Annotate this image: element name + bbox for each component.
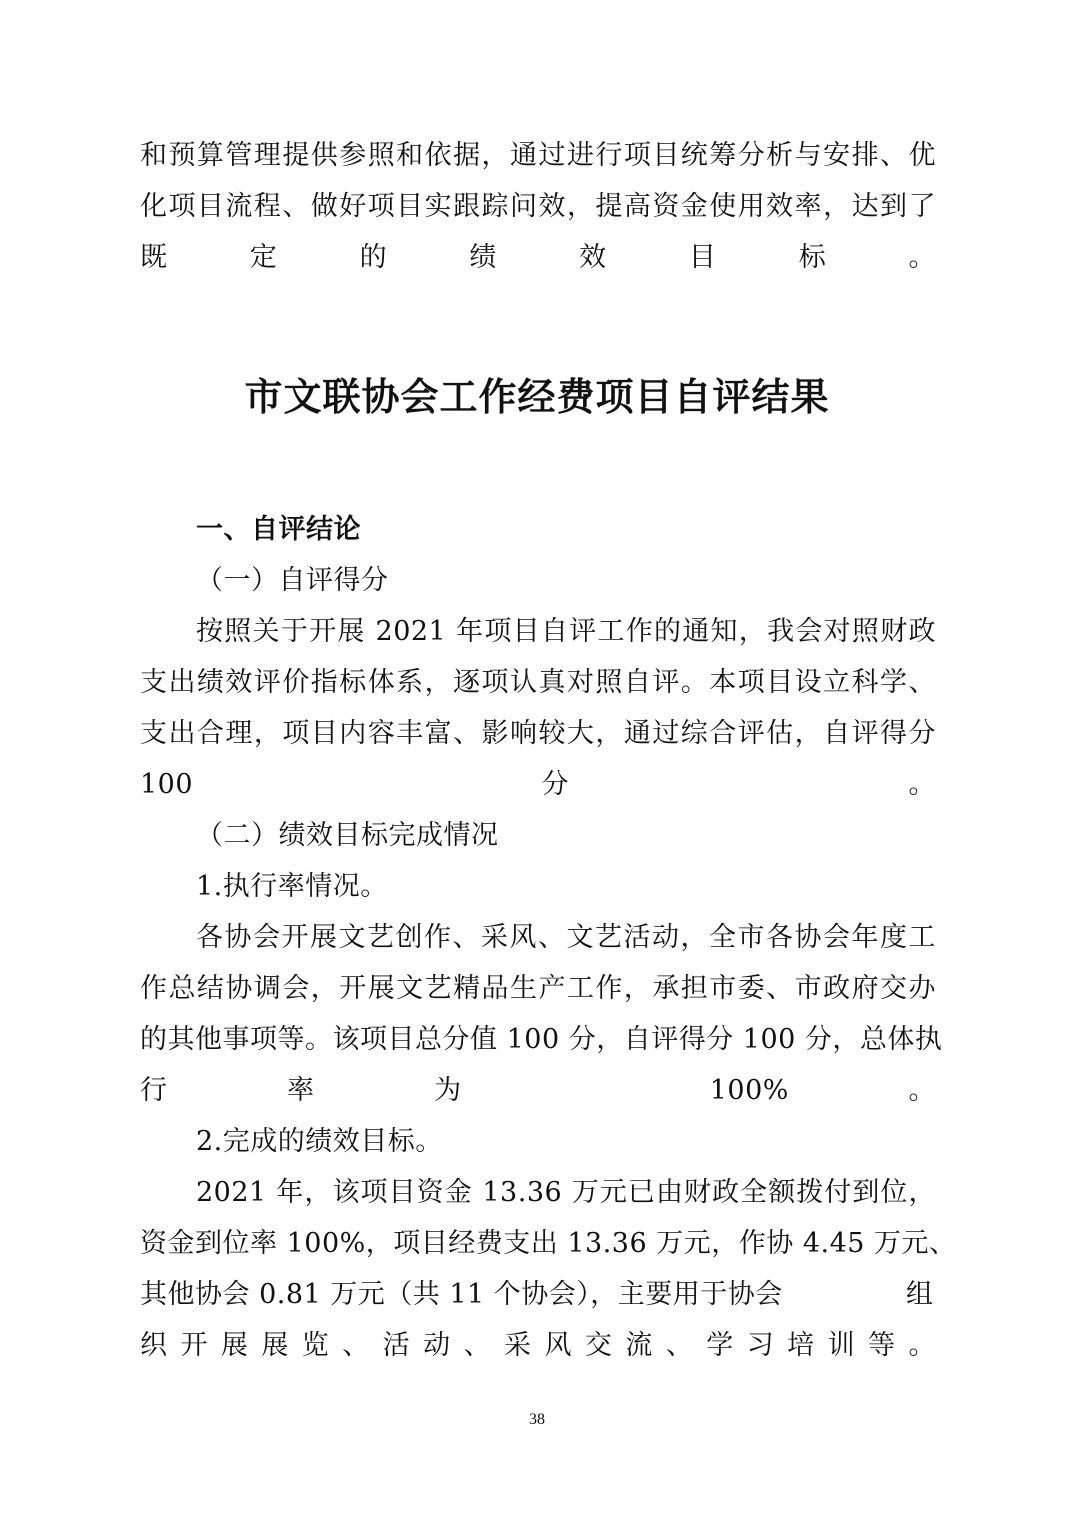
paragraph-line: 作总结协调会，开展文艺精品生产工作，承担市委、市政府交办	[140, 973, 936, 1004]
paragraph-line: 行率为 100%。	[140, 1075, 936, 1106]
paragraph-line: 其他协会 0.81 万元（共 11 个协会），主要用于协会	[140, 1279, 783, 1310]
paragraph-line: 支出合理，项目内容丰富、影响较大，通过综合评估，自评得分	[140, 718, 936, 749]
paragraph-line-end: 组	[906, 1279, 933, 1310]
paragraph-line: 织开展展览、活动、采风交流、学习培训等。	[140, 1330, 936, 1361]
subsection-heading-self-score: （一）自评得分	[196, 565, 389, 596]
paragraph-line: 的其他事项等。该项目总分值 100 分，自评得分 100 分，总体执	[140, 1024, 943, 1055]
intro-line-1: 和预算管理提供参照和依据，通过进行项目统筹分析与安排、优	[140, 140, 936, 171]
paragraph-line: 按照关于开展 2021 年项目自评工作的通知，我会对照财政	[196, 616, 936, 647]
paragraph-line: 100 分。	[140, 769, 936, 800]
section-heading-self-evaluation-conclusion: 一、自评结论	[196, 514, 361, 545]
intro-line-3: 既定的绩效目标。	[140, 242, 936, 273]
page-title: 市文联协会工作经费项目自评结果	[244, 375, 830, 419]
subsection-heading-goal-completion: （二）绩效目标完成情况	[196, 820, 499, 851]
intro-line-2: 化项目流程、做好项目实跟踪问效，提高资金使用效率，达到了	[140, 191, 936, 222]
paragraph-line: 支出绩效评价指标体系，逐项认真对照自评。本项目设立科学、	[140, 667, 936, 698]
item-heading-completed-goals: 2.完成的绩效目标。	[196, 1126, 443, 1157]
item-heading-execution-rate: 1.执行率情况。	[196, 871, 388, 902]
paragraph-line: 资金到位率 100%，项目经费支出 13.36 万元，作协 4.45 万元、	[140, 1228, 957, 1259]
paragraph-line: 各协会开展文艺创作、采风、文艺活动，全市各协会年度工	[196, 922, 936, 953]
paragraph-line: 2021 年，该项目资金 13.36 万元已由财政全额拨付到位，	[196, 1177, 936, 1208]
page-number: 38	[529, 1411, 545, 1428]
